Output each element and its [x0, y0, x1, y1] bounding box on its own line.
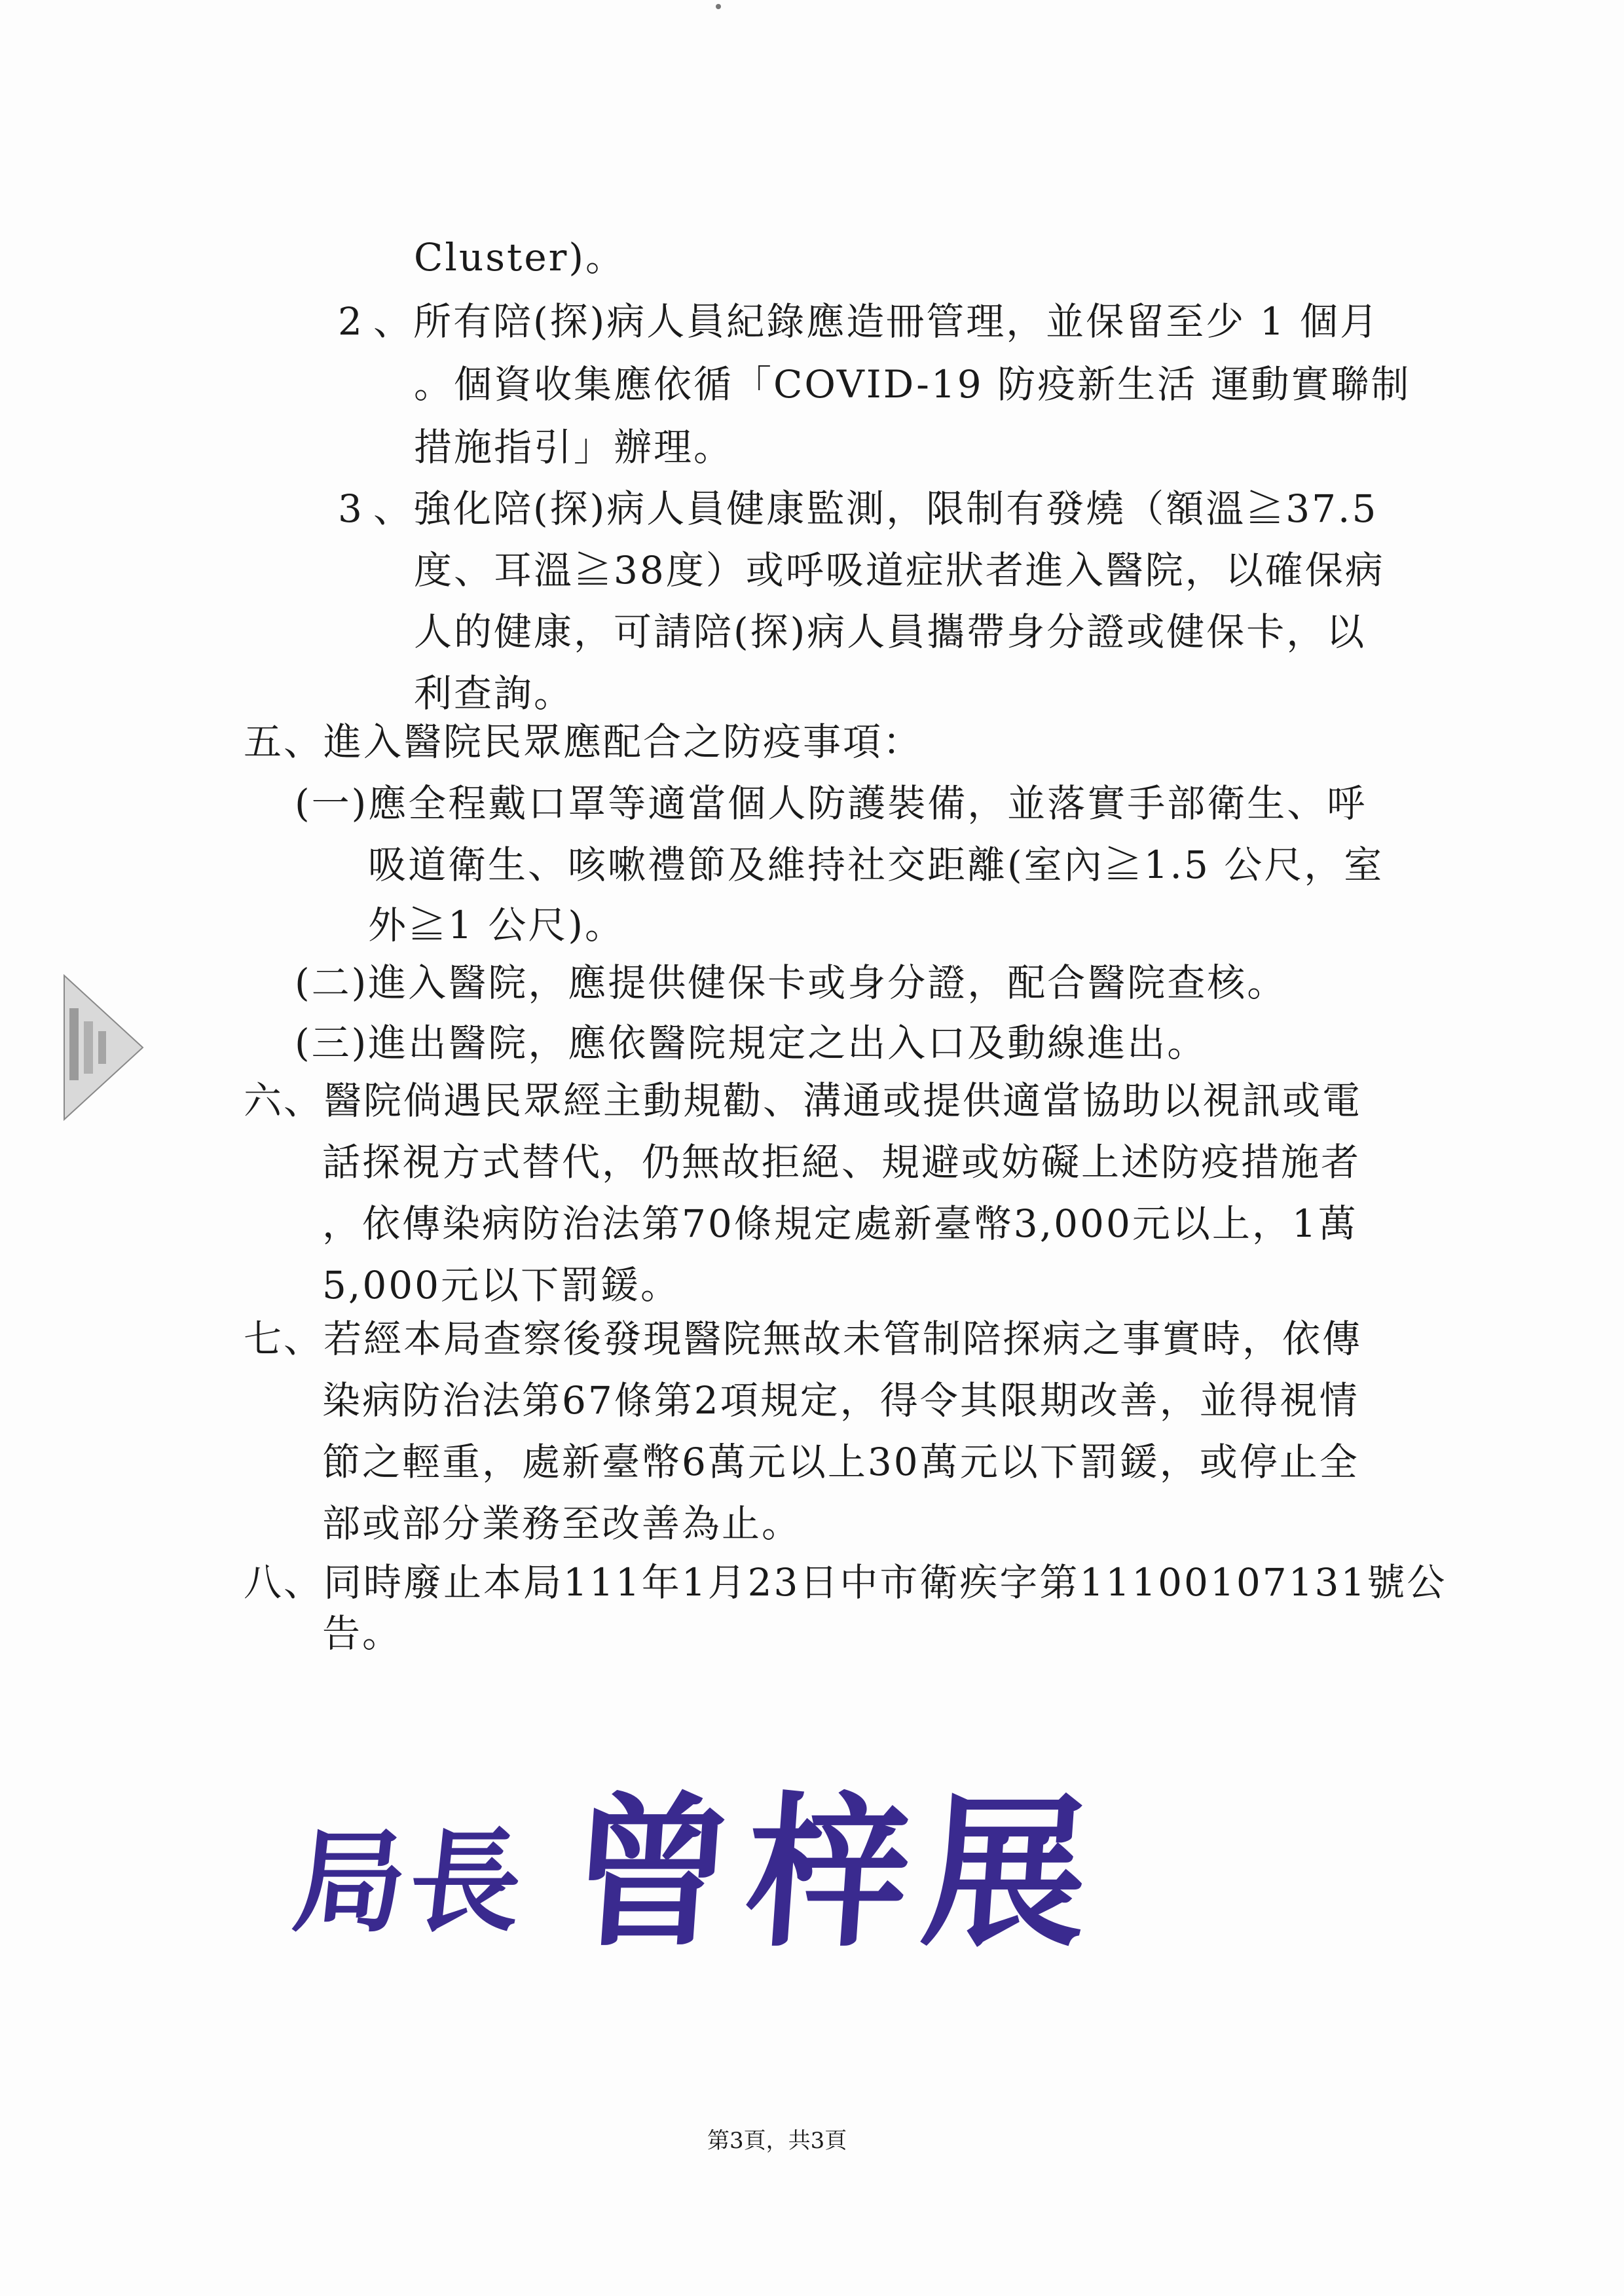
signature-name: 曾梓展: [563, 1776, 1107, 1969]
text-line-5: 、強化陪(探)病人員健康監測，限制有發燒（額溫≧37.5: [373, 486, 1378, 531]
binding-seal: [58, 969, 149, 1126]
text-line-11: 吸道衛生、咳嗽禮節及維持社交距離(室內≧1.5 公尺，室: [368, 843, 1384, 887]
text-line-12: 外≧1 公尺)。: [368, 903, 625, 947]
text-line-2: 、所有陪(探)病人員紀錄應造冊管理，並保留至少 1 個月: [373, 299, 1380, 344]
section-seven-line-3: 節之輕重，處新臺幣6萬元以上30萬元以下罰鍰，或停止全: [322, 1440, 1359, 1484]
section-seven-line-1: 七、若經本局查察後發現醫院無故未管制陪探病之事實時，依傳: [244, 1317, 1363, 1361]
page-number: 第3頁，共3頁: [707, 2128, 847, 2154]
section-five-heading: 五、進入醫院民眾應配合之防疫事項：: [244, 720, 923, 764]
text-line-6: 度、耳溫≧38度）或呼吸道症狀者進入醫院，以確保病: [414, 548, 1385, 592]
item-marker-3: 3: [338, 486, 362, 531]
text-line-3: 。個資收集應依循「COVID-19 防疫新生活 運動實聯制: [414, 362, 1411, 407]
text-line-14: (三)進出醫院，應依醫院規定之出入口及動線進出。: [295, 1021, 1208, 1065]
signature-title: 局長: [287, 1817, 532, 1948]
section-seven-line-4: 部或部分業務至改善為止。: [322, 1501, 802, 1546]
section-six-line-1: 六、醫院倘遇民眾經主動規勸、溝通或提供適當協助以視訊或電: [244, 1078, 1363, 1123]
text-line-7: 人的健康，可請陪(探)病人員攜帶身分證或健保卡，以: [414, 610, 1367, 654]
item-marker-2: 2: [338, 299, 362, 344]
text-line-13: (二)進入醫院，應提供健保卡或身分證，配合醫院查核。: [295, 960, 1287, 1005]
text-line-10: (一)應全程戴口罩等適當個人防護裝備，並落實手部衛生、呼: [295, 781, 1367, 826]
text-line-8: 利查詢。: [414, 671, 574, 716]
section-six-line-3: ，依傳染病防治法第70條規定處新臺幣3,000元以上，1萬: [322, 1201, 1358, 1246]
section-six-line-4: 5,000元以下罰鍰。: [322, 1263, 681, 1307]
text-line-4: 措施指引」辦理。: [414, 425, 734, 469]
section-seven-line-2: 染病防治法第67條第2項規定，得令其限期改善，並得視情: [322, 1378, 1359, 1423]
text-line-1: Cluster)。: [414, 235, 626, 280]
scan-mark: [716, 4, 721, 9]
section-eight-line-2: 告。: [322, 1611, 403, 1656]
section-eight-line-1: 八、同時廢止本局111年1月23日中市衛疾字第11100107131號公: [244, 1560, 1447, 1605]
section-six-line-2: 話探視方式替代，仍無故拒絕、規避或妨礙上述防疫措施者: [322, 1140, 1361, 1184]
